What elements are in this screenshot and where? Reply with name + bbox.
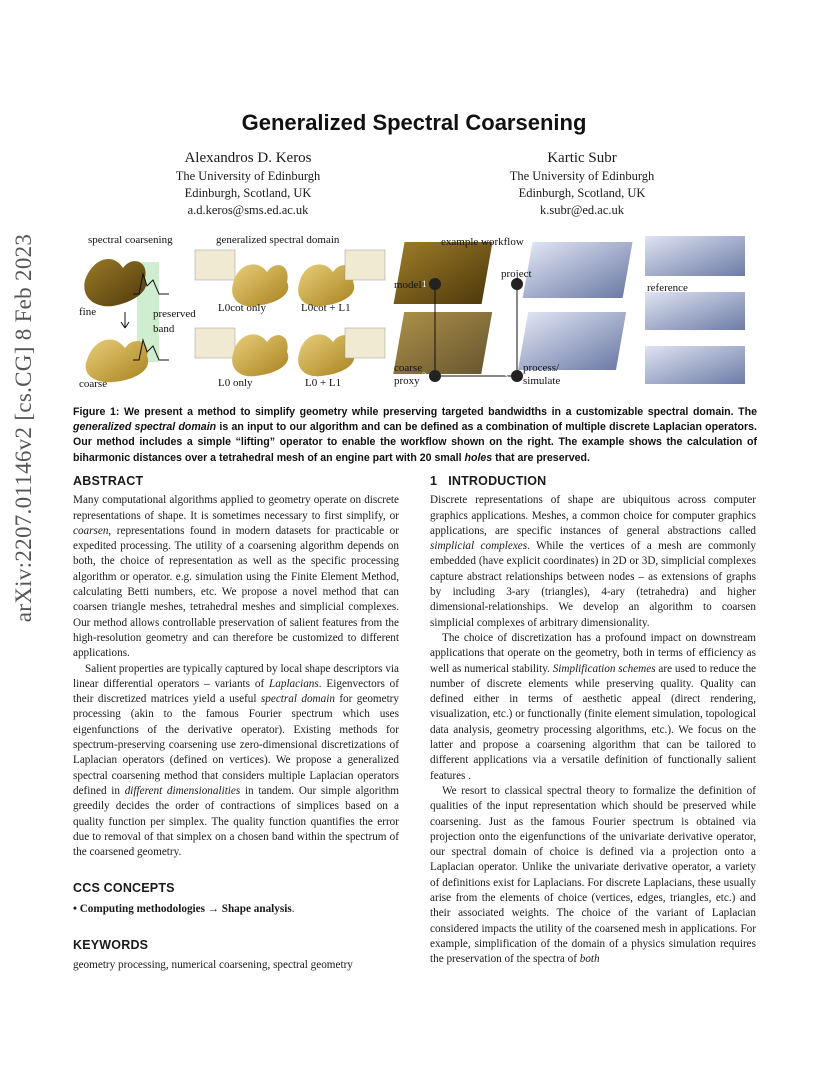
engine-workflow xyxy=(393,236,745,384)
figure-caption: Figure 1: We present a method to simplify geometry while preserving targeted bandwidths in a customizable spectral domain. The generalized spectral domain is an input to our algorithm and can be defined as a combination of multiple discrete Laplacian operators. Our method includes a simple “lifting” operator to enable the workflow shown on the right. The example shows the calculation of biharmonic distances over a tetrahedral mesh of an engine part with 20 small holes that are preserved. xyxy=(73,406,757,464)
paper-title: Generalized Spectral Coarsening xyxy=(241,110,587,135)
label-fine: fine xyxy=(79,306,97,318)
abstract-paragraph-2: Salient properties are typically captured by local shape descriptors via linear differential operators – variants of Laplacians. Eigenvectors of their discretized matrices yield a useful spectral domain for geometry processing (akin to the famous Fourier spectrum which uses eigenfunctions of the derivative operator). Existing methods for spectrum-preserving coarsening use zero-dimensional discretizations of Laplacian operators (defined on vertices). We propose a generalized spectral coarsening method that considers multiple Laplacian operators defined in different dimensionalities in tandem. Our simple algorithm greedily decides the order of contractions of simplices based on a quality function per simplex. The quality function quantifies the error due to removal of that simplex on a chosen band within the spectrum of the coarsened geometry. xyxy=(73,662,400,859)
label-band: band xyxy=(153,323,175,335)
fine-mesh-shape xyxy=(84,259,146,306)
author-email[interactable]: a.d.keros@sms.ed.ac.uk xyxy=(187,203,309,217)
label-generalized-domain: generalized spectral domain xyxy=(216,234,340,246)
introduction-heading: 1 INTRODUCTION xyxy=(430,474,547,488)
caption-label: Figure 1: xyxy=(73,406,120,418)
label-example-workflow: example workflow xyxy=(441,236,524,248)
label-coarse: coarse xyxy=(79,378,108,390)
author-name: Kartic Subr xyxy=(547,150,617,166)
label-project: project xyxy=(501,268,532,280)
keywords-heading: KEYWORDS xyxy=(73,938,149,953)
label-model: model xyxy=(394,279,422,291)
intro-paragraph-1: Discrete representations of shape are ubiquitous across computer graphics applications. Meshes, a common choice for computer graphics applications, are specific instances of general abstractions called simplicial complexes. While the vertices of a mesh are commonly embedded (have explicit coordinates) in 2D or 3D, simplicial complexes capture abstract relationships between nodes – as extensions of graphs by including 3-ary (triangles), 4-ary (tetrahedra) and higher dimensional-relationships. We develop an algorithm to coarsen simplicial complexes of arbitrary dimensionality. xyxy=(430,494,756,629)
step-3-badge: 3 xyxy=(504,371,509,381)
right-column xyxy=(430,474,756,968)
author-block-2 xyxy=(482,148,682,219)
label-spectral-coarsening: spectral coarsening xyxy=(88,234,173,246)
step-1-badge: 1 xyxy=(422,279,427,289)
label-reference: reference xyxy=(647,282,688,294)
teaser-figure xyxy=(73,228,757,398)
arxiv-identifier: arXiv:2207.01146v2 [cs.CG] 8 Feb 2023 xyxy=(11,233,36,623)
step-2-badge: 2 xyxy=(422,371,427,381)
intro-paragraph-2: The choice of discretization has a profound impact on downstream applications that operate on the geometry, both in terms of efficiency as well as numerical stability. Simplification schemes are used to reduce the number of discrete elements while preserving quality. Quality can defined either in terms of aesthetic appeal (direct rendering, visualization, etc.) or functionally (finite element simulation, topological data analysis, geometry processing algorithms, etc.). We focus on the latter and propose a coarsening algorithm that can be tailored to different applications via a versatile definition of functionally salient features . xyxy=(430,631,756,782)
label-l0cot-only: L0cot only xyxy=(218,302,266,314)
label-simulate: simulate xyxy=(523,375,561,387)
author-affiliation: The University of Edinburgh xyxy=(509,169,655,183)
author-email[interactable]: k.subr@ed.ac.uk xyxy=(539,203,625,217)
left-column xyxy=(73,474,399,974)
intro-paragraph-3: We resort to classical spectral theory to formalize the definition of qualities of the input representation which should be preserved while coarsening. Just as the famous Fourier spectrum is obtained via projection onto the eigenfunctions of the univariate derivative operator, our spectral domain of choice is defined via a projection onto a Laplacian operator. Unlike the univariate derivative operator, a variety of definitions exist for Laplacians. For discrete Laplacians, these usually arise from the elements of choice (vertices, edges, triangles, etc.) and their associated weights. The choice of the variant of Laplacian considered impacts the utility of the coarsened mesh in applications. For example, simplification of the domain of a physics simulation requires the preservation of the spectra of both xyxy=(430,784,756,966)
coarse-mesh-shape xyxy=(86,339,149,382)
author-location: Edinburgh, Scotland, UK xyxy=(184,186,312,200)
ccs-heading: CCS CONCEPTS xyxy=(73,881,175,896)
author-location: Edinburgh, Scotland, UK xyxy=(518,186,646,200)
abstract-heading: ABSTRACT xyxy=(73,474,144,488)
label-l0-plus-l1: L0 + L1 xyxy=(305,377,342,389)
abstract-paragraph-1: Many computational algorithms applied to geometry operate on discrete representations of shape. It is sometimes necessary to first simplify, or coarsen, representations found in modern datasets for practicable or expedited processing. The utility of a coarsening algorithm depends on both, the choice of representation as well as the specific processing algorithm or operator. e.g. simulation using the Finite Element Method, calculating Betti numbers, etc. We propose a novel method that can coarsen triangle meshes, tetrahedral meshes and simplicial complexes. Our method allows controllable preservation of salient features from the high-resolution geometry and can therefore be customized to different applications. xyxy=(73,494,399,660)
label-process: process/ xyxy=(523,362,560,374)
label-coarse-proxy-2: proxy xyxy=(394,375,420,387)
author-name: Alexandros D. Keros xyxy=(184,150,312,166)
author-block-1 xyxy=(148,148,348,219)
label-coarse-proxy-1: coarse xyxy=(394,362,423,374)
ccs-concepts: • Computing methodologies → Shape analysis. xyxy=(73,902,295,915)
keywords-text: geometry processing, numerical coarsening, spectral geometry xyxy=(73,959,353,972)
author-affiliation: The University of Edinburgh xyxy=(175,169,321,183)
step-4-badge: 4 xyxy=(504,279,509,289)
label-l0-only: L0 only xyxy=(218,377,253,389)
label-preserved: preserved xyxy=(153,308,196,320)
label-l0cot-plus-l1: L0cot + L1 xyxy=(301,302,351,314)
